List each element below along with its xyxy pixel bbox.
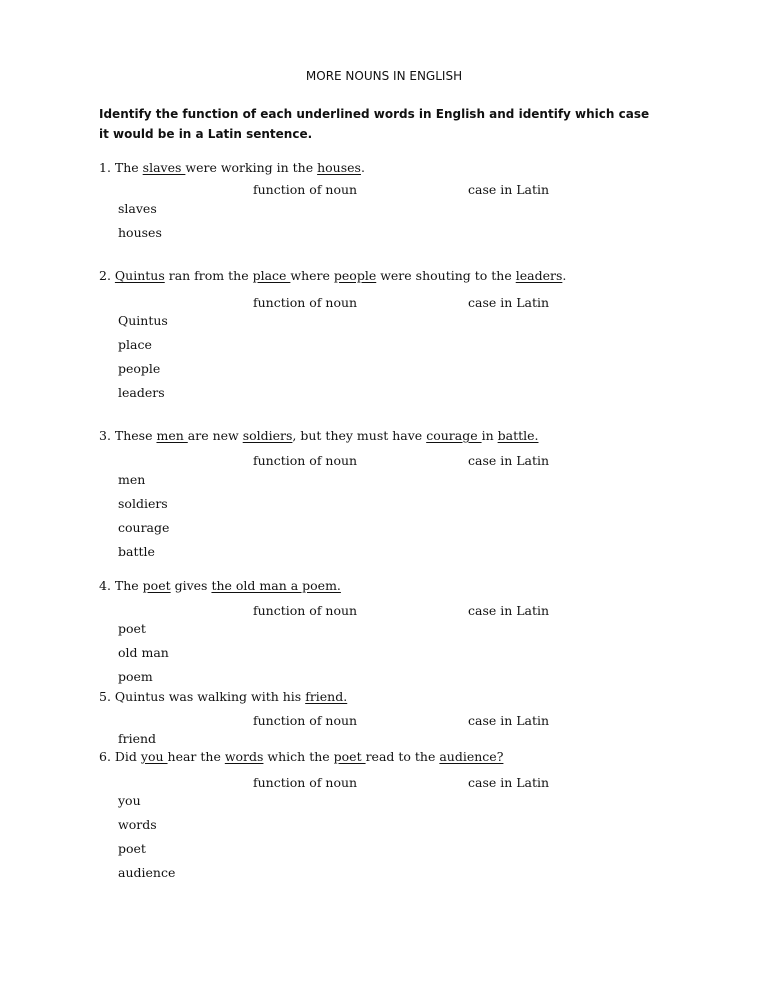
underlined-word: battle. bbox=[497, 428, 539, 443]
noun-item: people bbox=[118, 361, 161, 376]
sentence-text: 5. Quintus was walking with his bbox=[99, 689, 306, 704]
noun-item: audience bbox=[118, 865, 176, 880]
underlined-word: place bbox=[252, 268, 291, 283]
noun-item: slaves bbox=[118, 201, 157, 216]
case-in-latin-header: case in Latin bbox=[468, 775, 550, 790]
sentence-text: were working in the bbox=[185, 160, 318, 175]
sentence-text: in bbox=[481, 428, 498, 443]
noun-item: courage bbox=[118, 520, 170, 535]
underlined-word: words bbox=[224, 749, 264, 764]
sentence-text: were shouting to the bbox=[376, 268, 516, 283]
noun-item: poet bbox=[118, 621, 146, 636]
sentence-text: read to the bbox=[365, 749, 440, 764]
underlined-word: you bbox=[140, 749, 168, 764]
underlined-word: soldiers bbox=[242, 428, 293, 443]
noun-item: houses bbox=[118, 225, 162, 240]
sentence-text: ran from the bbox=[164, 268, 253, 283]
question-3 bbox=[99, 428, 538, 444]
case-in-latin-header: case in Latin bbox=[468, 295, 550, 310]
noun-item: leaders bbox=[118, 385, 165, 400]
question-1 bbox=[99, 160, 365, 176]
noun-item: old man bbox=[118, 645, 169, 660]
sentence-text: 3. These bbox=[99, 428, 157, 443]
noun-item: you bbox=[118, 793, 141, 808]
function-of-noun-header: function of noun bbox=[253, 713, 358, 728]
function-of-noun-header: function of noun bbox=[253, 295, 358, 310]
question-6 bbox=[99, 749, 503, 765]
noun-item: place bbox=[118, 337, 152, 352]
noun-item: poem bbox=[118, 669, 153, 684]
case-in-latin-header: case in Latin bbox=[468, 182, 550, 197]
sentence-text: , but they must have bbox=[292, 428, 427, 443]
noun-item: men bbox=[118, 472, 146, 487]
noun-item: soldiers bbox=[118, 496, 168, 511]
case-in-latin-header: case in Latin bbox=[468, 453, 550, 468]
noun-item: poet bbox=[118, 841, 146, 856]
question-2 bbox=[99, 268, 566, 284]
noun-item: words bbox=[118, 817, 157, 832]
underlined-word: courage bbox=[426, 428, 482, 443]
instructions: Identify the function of each underlined words in English and identify which case it would be in a Latin sentence. bbox=[99, 107, 650, 141]
sentence-text: 2. bbox=[99, 268, 115, 283]
sentence-text: . bbox=[562, 268, 567, 283]
function-of-noun-header: function of noun bbox=[253, 453, 358, 468]
question-4 bbox=[99, 578, 341, 594]
sentence-text: 6. Did bbox=[99, 749, 141, 764]
sentence-text: are new bbox=[187, 428, 243, 443]
underlined-word: slaves bbox=[142, 160, 186, 175]
sentence-text: 1. The bbox=[99, 160, 143, 175]
underlined-word: houses bbox=[317, 160, 361, 175]
sentence-text: gives bbox=[170, 578, 212, 593]
underlined-word: people bbox=[333, 268, 377, 283]
function-of-noun-header: function of noun bbox=[253, 182, 358, 197]
sentence-text: . bbox=[360, 160, 365, 175]
sentence-text: 4. The bbox=[99, 578, 143, 593]
function-of-noun-header: function of noun bbox=[253, 775, 358, 790]
function-of-noun-header: function of noun bbox=[253, 603, 358, 618]
underlined-word: friend. bbox=[305, 689, 348, 704]
sentence-text: which the bbox=[263, 749, 334, 764]
question-5 bbox=[99, 689, 347, 705]
underlined-word: men bbox=[156, 428, 188, 443]
underlined-word: the old man a poem. bbox=[211, 578, 341, 593]
underlined-word: Quintus bbox=[114, 268, 165, 283]
page-title: MORE NOUNS IN ENGLISH bbox=[305, 69, 463, 83]
noun-item: Quintus bbox=[118, 313, 168, 328]
noun-item: friend bbox=[118, 731, 157, 746]
underlined-word: leaders bbox=[515, 268, 563, 283]
underlined-word: poet bbox=[142, 578, 171, 593]
sentence-text: where bbox=[290, 268, 334, 283]
case-in-latin-header: case in Latin bbox=[468, 713, 550, 728]
case-in-latin-header: case in Latin bbox=[468, 603, 550, 618]
sentence-text: hear the bbox=[167, 749, 225, 764]
underlined-word: poet bbox=[333, 749, 366, 764]
underlined-word: audience? bbox=[439, 749, 504, 764]
noun-item: battle bbox=[118, 544, 155, 559]
